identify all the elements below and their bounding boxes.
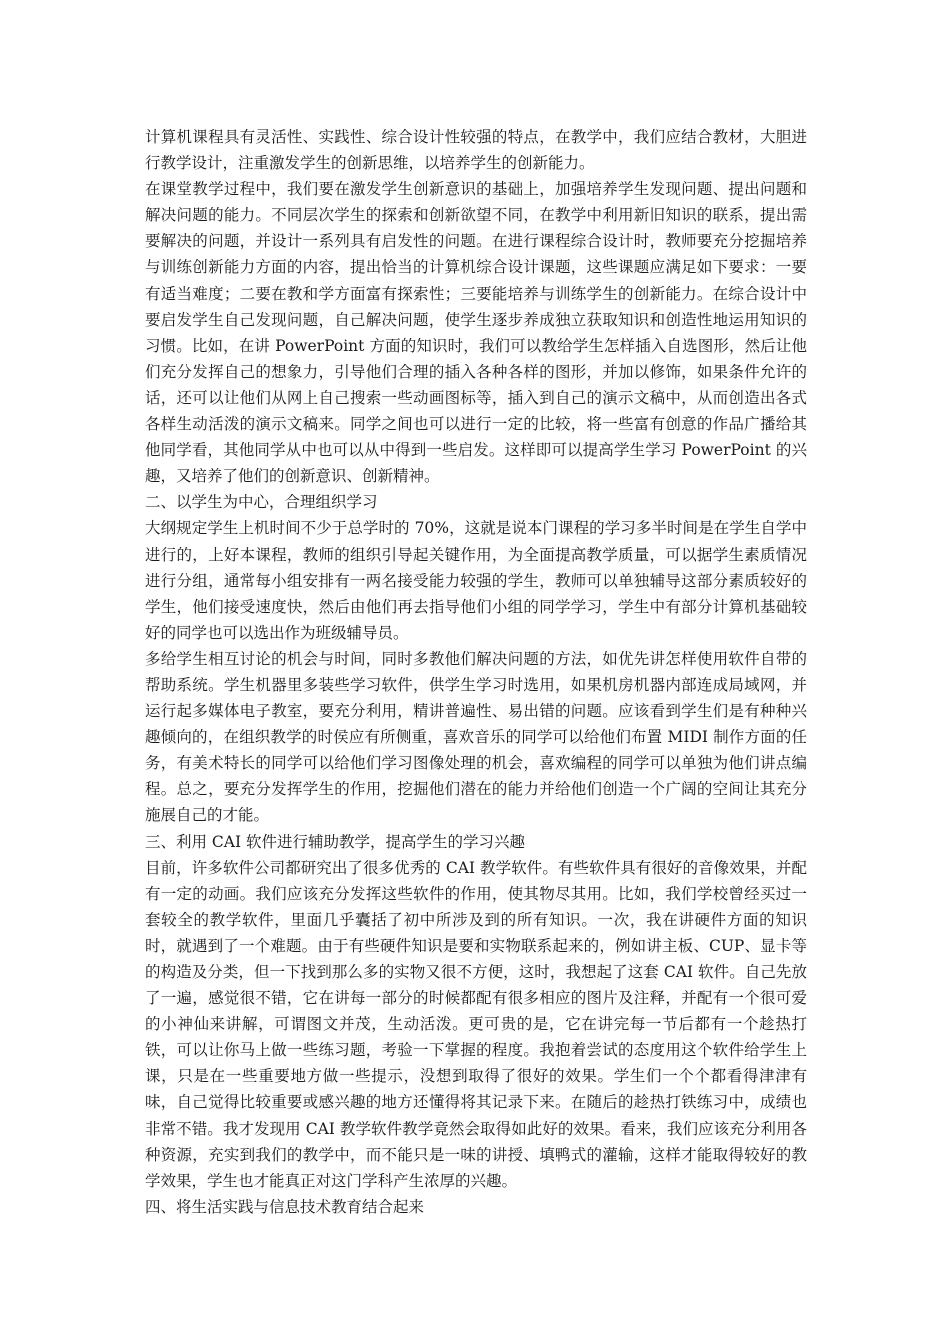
paragraph-discussion: 多给学生相互讨论的机会与时间，同时多教他们解决问题的方法，如优先讲怎样使用软件自带的帮助系统。学生机器里多装些学习软件，供学生学习时选用，如果机房机器内部连成局域网，并运行起多媒体电子教室，要充分利用，精讲普遍性、易出错的问题。应该看到学生们是有种种兴趣倾向的，在组织教学的时侯应有所侧重，喜欢音乐的同学可以给他们布置 MIDI 制作方面的任务，有美术特长的同学可以给他们学习图像处理的机会，喜欢编程的同学可以单独为他们讲点编程。总之，要充分发挥学生的作用，挖掘他们潜在的能力并给他们创造一个广阔的空间让其充分施展自己的才能。 [145,649,807,825]
section-heading-2: 二、以学生为中心，合理组织学习 [145,493,378,512]
paragraph-innovation: 在课堂教学过程中，我们要在激发学生创新意识的基础上，加强培养学生发现问题、提出问题和解决问题的能力。不同层次学生的探索和创新欲望不同，在教学中利用新旧知识的联系，提出需要解决的问题，并设计一系列具有启发性的问题。在进行课程综合设计时，教师要充分挖掘培养与训练创新能力方面的内容，提出恰当的计算机综合设计课题，这些课题应满足如下要求：一要有适当难度；二要在教和学方面富有探索性；三要能培养与训练学生的创新能力。在综合设计中要启发学生自己发现问题，自己解决问题，使学生逐步养成独立获取知识和创造性地运用知识的习惯。比如，在讲 PowerPoint 方面的知识时，我们可以教给学生怎样插入自选图形，然后让他们充分发挥自己的想象力，引导他们合理的插入各种各样的图形，并加以修饰，如果条件允许的话，还可以让他们从网上自己搜索一些动画图标等，插入到自己的演示文稿中，从而创造出各式各样生动活泼的演示文稿来。同学之间也可以进行一定的比较，将一些富有创意的作品广播给其他同学看，其他同学从中也可以从中得到一些启发。这样即可以提高学生学习 PowerPoint 的兴趣，又培养了他们的创新意识、创新精神。 [145,180,808,486]
paragraph-student-centered: 大纲规定学生上机时间不少于总学时的 70%，这就是说本门课程的学习多半时间是在学生自学中进行的，上好本课程，教师的组织引导起关键作用，为全面提高教学质量，可以据学生素质情况进行分组，通常每小组安排有一两名接受能力较强的学生，教师可以单独辅导这部分素质较好的学生，他们接受速度快，然后由他们再去指导他们小组的同学学习，学生中有部分计算机基础较好的同学也可以选出作为班级辅导员。 [145,519,807,642]
paragraph-intro: 计算机课程具有灵活性、实践性、综合设计性较强的特点，在教学中，我们应结合教材，大胆进行教学设计，注重激发学生的创新思维，以培养学生的创新能力。 [145,128,807,173]
document-body [145,124,807,1220]
section-heading-4: 四、将生活实践与信息技术教育结合起来 [145,1197,425,1216]
section-heading-3: 三、利用 CAI 软件进行辅助教学，提高学生的学习兴趣 [145,832,526,851]
paragraph-cai-software: 目前，许多软件公司都研究出了很多优秀的 CAI 教学软件。有些软件具有很好的音像效果，并配有一定的动画。我们应该充分发挥这些软件的作用，使其物尽其用。比如，我们学校曾经买过一套较全的教学软件，里面几乎囊括了初中所涉及到的所有知识。一次，我在讲硬件方面的知识时，就遇到了一个难题。由于有些硬件知识是要和实物联系起来的，例如讲主板、CUP、显卡等的构造及分类，但一下找到那么多的实物又很不方便，这时，我想起了这套 CAI 软件。自己先放了一遍，感觉很不错，它在讲每一部分的时候都配有很多相应的图片及注释，并配有一个很可爱的小神仙来讲解，可谓图文并茂，生动活泼。更可贵的是，它在讲完每一节后都有一个趁热打铁，可以让你马上做一些练习题，考验一下掌握的程度。我抱着尝试的态度用这个软件给学生上课，只是在一些重要地方做一些提示，没想到取得了很好的效果。学生们一个个都看得津津有味，自己觉得比较重要或感兴趣的地方还懂得将其记录下来。在随后的趁热打铁练习中，成绩也非常不错。我才发现用 CAI 教学软件教学竟然会取得如此好的效果。看来，我们应该充分利用各种资源，充实到我们的教学中，而不能只是一味的讲授、填鸭式的灌输，这样才能取得较好的教学效果，学生也才能真正对这门学科产生浓厚的兴趣。 [145,858,807,1190]
